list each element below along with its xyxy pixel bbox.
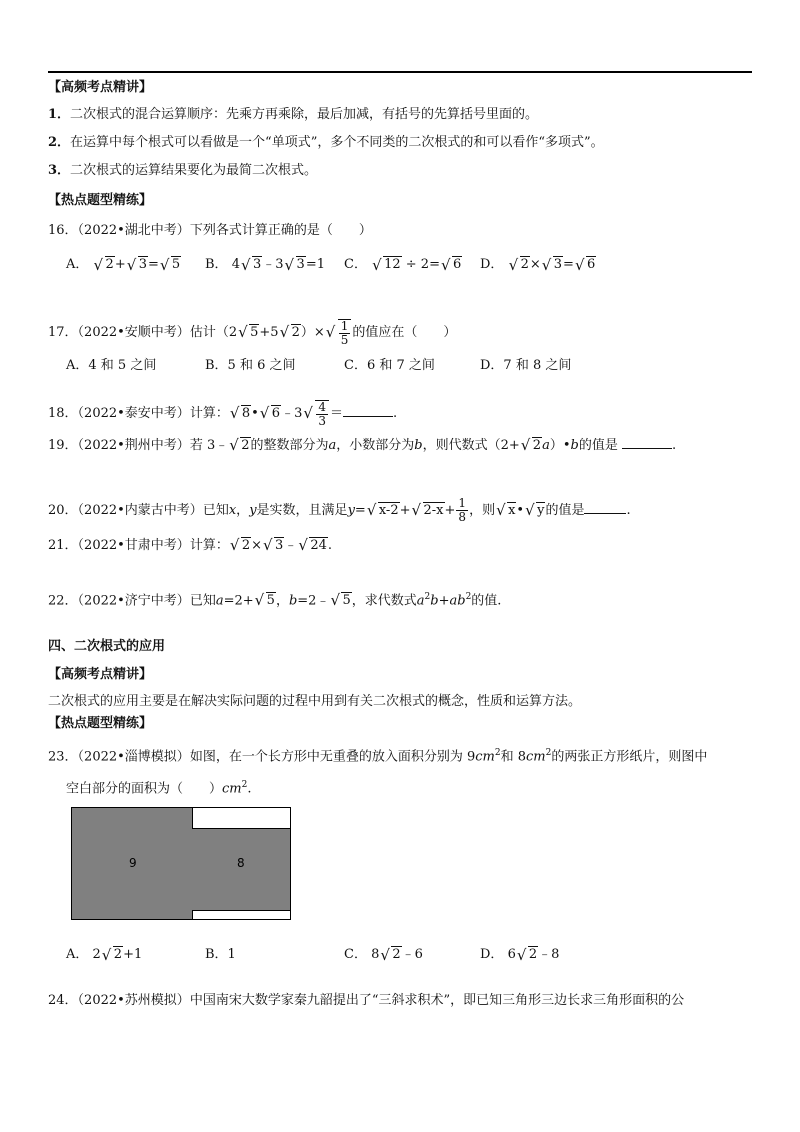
q23-option-c: C． 8√ 2﹣6	[344, 943, 423, 962]
point-1: 1．二次根式的混合运算顺序：先乘方再乘除，最后加减，有括号的先算括号里面的。	[48, 107, 539, 122]
q23-option-a: A． 2√ 2+1	[66, 943, 142, 962]
section-heading-practice: 【热点题型精练】	[48, 193, 153, 208]
question-23: 23．（2022•淄博模拟）如图，在一个长方形中无重叠的放入面积分别为 $9cm^2$和 $8cm^2$的两张正方形纸片，则图中	[48, 748, 708, 765]
q23-option-d: D． 6√ 2﹣8	[480, 943, 559, 962]
figure-label-8: 8	[237, 856, 245, 870]
q17-option-d: D．7 和 8 之间	[480, 358, 572, 373]
squares-figure	[71, 807, 291, 920]
q17-option-a: A．4 和 5 之间	[66, 358, 157, 373]
question-21: 21．（2022•甘肃中考）计算：√ 2×√ 3﹣√ 24.	[48, 537, 332, 555]
section-heading-keypoints: 【高频考点精讲】	[48, 80, 153, 95]
answer-blank[interactable]	[584, 513, 626, 514]
answer-blank[interactable]	[343, 416, 393, 417]
q17-option-c: C．6 和 7 之间	[344, 358, 435, 373]
section-heading-keypoints-2: 【高频考点精讲】	[48, 667, 153, 682]
section-heading-practice-2: 【热点题型精练】	[48, 716, 153, 731]
q16-option-b: B． 4√ 3﹣3√ 3=1	[205, 253, 325, 272]
section-4-description: 二次根式的应用主要是在解决实际问题的过程中用到有关二次根式的概念，性质和运算方法。	[48, 694, 582, 709]
q23-option-b: B．1	[205, 947, 236, 962]
answer-blank[interactable]	[622, 448, 672, 449]
question-20: 20．（2022•内蒙古中考）已知x，y是实数，且满足y=√ x-2+√ 2-x+ $\frac{1}{8}$ ，则√ x•√ y的值是 .	[48, 494, 631, 528]
header-rule	[48, 71, 752, 73]
q16-option-a: A． √ 2+√ 3=√ 5	[66, 253, 181, 272]
question-24: 24．（2022•苏州模拟）中国南宋大数学家秦九韶提出了“三斜求积术”，即已知三角形三边长求三角形面积的公	[48, 993, 685, 1008]
figure-label-9: 9	[129, 856, 137, 870]
question-17: 17．（2022•安顺中考）估计（2√ 5+5√ 2）× √ $\frac{1}{5}$ 的值应在（ ）	[48, 316, 456, 350]
q16-option-c: C． √ 12 ÷ 2=√ 6	[344, 253, 462, 272]
point-3: 3．二次根式的运算结果要化为最简二次根式。	[48, 163, 318, 178]
question-23-cont: 空白部分的面积为（ ）$cm^2$.	[66, 780, 252, 797]
q16-option-d: D． √ 2×√ 3=√ 6	[480, 253, 596, 272]
section-4-title: 四、二次根式的应用	[48, 639, 166, 654]
q17-option-b: B．5 和 6 之间	[205, 358, 296, 373]
question-18: 18．（2022•泰安中考）计算：√ 8•√ 6﹣3 √ $\frac{4}{3}$ ＝ .	[48, 397, 397, 431]
question-22: 22．（2022•济宁中考）已知a=2+√ 5，b=2﹣√ 5，求代数式$a^2b+ab^2$的值.	[48, 588, 501, 610]
question-16: 16．（2022•湖北中考）下列各式计算正确的是（ ）	[48, 223, 372, 238]
question-19: 19．（2022•荆州中考）若 3﹣√ 2的整数部分为a，小数部分为b，则代数式（2+√ 2a）•b的值是 .	[48, 437, 676, 455]
point-2: 2．在运算中每个根式可以看做是一个“单项式”，多个不同类的二次根式的和可以看作“多项式”。	[48, 135, 604, 150]
